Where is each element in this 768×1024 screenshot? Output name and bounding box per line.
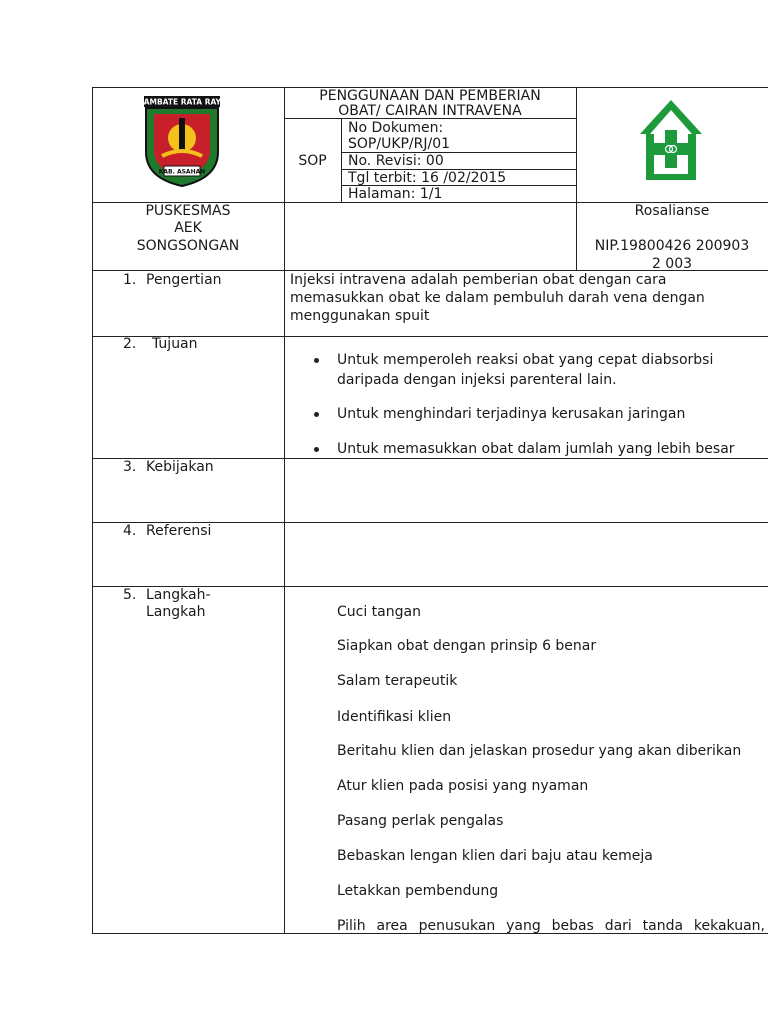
step-7: Pasang perlak pengalas <box>337 813 504 829</box>
sop-title-line1: PENGGUNAAN DAN PEMBERIAN <box>319 88 541 104</box>
signatory-nip-line2: 2 003 <box>651 256 693 272</box>
signatory-name: Rosalianse <box>634 203 710 219</box>
step-4: Identifikasi klien <box>337 709 452 725</box>
section-2-title: Tujuan <box>152 336 198 352</box>
kabupaten-asahan-logo <box>142 94 222 188</box>
bullet-2 <box>314 412 319 417</box>
label-column-divider <box>284 87 285 934</box>
bullet-3 <box>314 447 319 452</box>
doc-number-label: No Dokumen: <box>348 120 444 136</box>
sop-title-line2: OBAT/ CAIRAN INTRAVENA <box>338 103 522 119</box>
step-9: Letakkan pembendung <box>337 883 499 899</box>
purpose-1-line1: Untuk memperoleh reaksi obat yang cepat diabsorbsi <box>337 352 714 368</box>
step-8: Bebaskan lengan klien dari baju atau kemeja <box>337 848 653 864</box>
revision-number: No. Revisi: 00 <box>348 153 444 169</box>
step-3: Salam terapeutik <box>337 673 458 689</box>
step-10: Pilih area penusukan yang bebas dari tanda kekakuan, <box>337 918 765 934</box>
section-4-title: Referensi <box>146 523 212 539</box>
signatory-nip-line1: NIP.19800426 200903 <box>594 238 750 254</box>
definition-line1: Injeksi intravena adalah pemberian obat dengan cara <box>290 272 667 288</box>
sop-label: SOP <box>298 153 327 169</box>
bullet-1 <box>314 358 319 363</box>
section-1-number: 1. <box>123 272 137 288</box>
step-1: Cuci tangan <box>337 604 421 620</box>
section-3-number: 3. <box>123 459 137 475</box>
section-5-title-line2: Langkah <box>146 604 206 620</box>
doc-number-value: SOP/UKP/RJ/01 <box>348 136 451 152</box>
issue-date: Tgl terbit: 16 /02/2015 <box>348 170 507 186</box>
institution-line1: PUSKESMAS <box>145 203 231 219</box>
logo-top-text: RAMBATE RATA RAYA <box>142 97 222 107</box>
step-2: Siapkan obat dengan prinsip 6 benar <box>337 638 597 654</box>
section-4-number: 4. <box>123 523 137 539</box>
definition-line2: memasukkan obat ke dalam pembuluh darah vena dengan <box>290 290 705 306</box>
step-6: Atur klien pada posisi yang nyaman <box>337 778 589 794</box>
section-3-title: Kebijakan <box>146 459 214 475</box>
purpose-2: Untuk menghindari terjadinya kerusakan jaringan <box>337 406 686 422</box>
purpose-3: Untuk memasukkan obat dalam jumlah yang lebih besar <box>337 441 735 457</box>
step-5: Beritahu klien dan jelaskan prosedur yang akan diberikan <box>337 743 742 759</box>
institution-line2: AEK <box>174 220 202 236</box>
institution-line3: SONGSONGAN <box>136 238 240 254</box>
section-2-number: 2. <box>123 336 137 352</box>
logo-bottom-text: KAB. ASAHAN <box>158 168 206 176</box>
purpose-1-line2: daripada dengan injeksi parenteral lain. <box>337 372 617 388</box>
section-5-title-line1: Langkah- <box>146 587 211 603</box>
section-5-number: 5. <box>123 587 137 603</box>
puskesmas-logo <box>636 94 706 184</box>
section-1-title: Pengertian <box>146 272 222 288</box>
definition-line3: menggunakan spuit <box>290 308 430 324</box>
sop-column-divider <box>341 118 342 203</box>
page-number: Halaman: 1/1 <box>348 186 443 202</box>
